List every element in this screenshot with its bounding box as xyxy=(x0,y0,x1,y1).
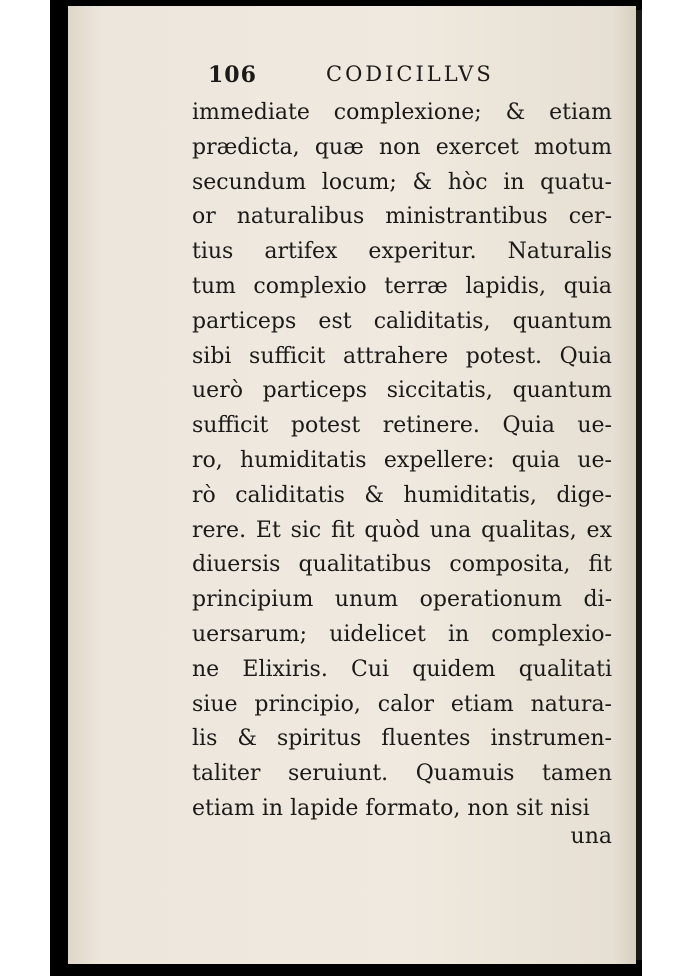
page-edge xyxy=(636,10,642,960)
text-line: lis & spiritus fluentes instrumen- xyxy=(192,726,612,752)
text-line: particeps est caliditatis, quantum xyxy=(192,308,612,334)
page-number: 106 xyxy=(208,62,257,88)
text-line: prædicta, quæ non exercet motum xyxy=(192,134,612,160)
text-line: immediate complexione; & etiam xyxy=(192,100,612,125)
text-line: diuersis qualitatibus composita, fit xyxy=(192,552,612,578)
text-line: sibi sufficit attrahere potest. Quia xyxy=(192,343,612,369)
text-line: sufficit potest retinere. Quia ue- xyxy=(192,413,612,439)
text-line: or naturalibus ministrantibus cer- xyxy=(192,204,612,230)
text-line: taliter seruiunt. Quamuis tamen xyxy=(192,761,612,787)
body-text xyxy=(192,96,612,827)
text-line: uerò particeps siccitatis, quantum xyxy=(192,378,612,404)
text-line: siue principio, calor etiam natura- xyxy=(192,691,612,717)
catchword: una xyxy=(570,824,612,849)
text-line: tum complexio terræ lapidis, quia xyxy=(192,273,612,299)
text-line: rere. Et sic fit quòd una qualitas, ex xyxy=(192,517,612,543)
text-line: principium unum operationum di- xyxy=(192,587,612,613)
text-line: etiam in lapide formato, non sit nisi xyxy=(192,795,590,821)
running-head: CODICILLVS xyxy=(326,62,494,86)
text-line: tius artifex experitur. Naturalis xyxy=(192,239,612,265)
text-line: ne Elixiris. Cui quidem qualitati xyxy=(192,656,612,682)
page-header xyxy=(200,58,620,92)
text-line: rò caliditatis & humiditatis, dige- xyxy=(192,482,612,508)
text-line: ro, humiditatis expellere: quia ue- xyxy=(192,447,612,473)
text-line: uersarum; uidelicet in complexio- xyxy=(192,621,612,647)
text-line: secundum locum; & hòc in quatu- xyxy=(192,169,612,195)
